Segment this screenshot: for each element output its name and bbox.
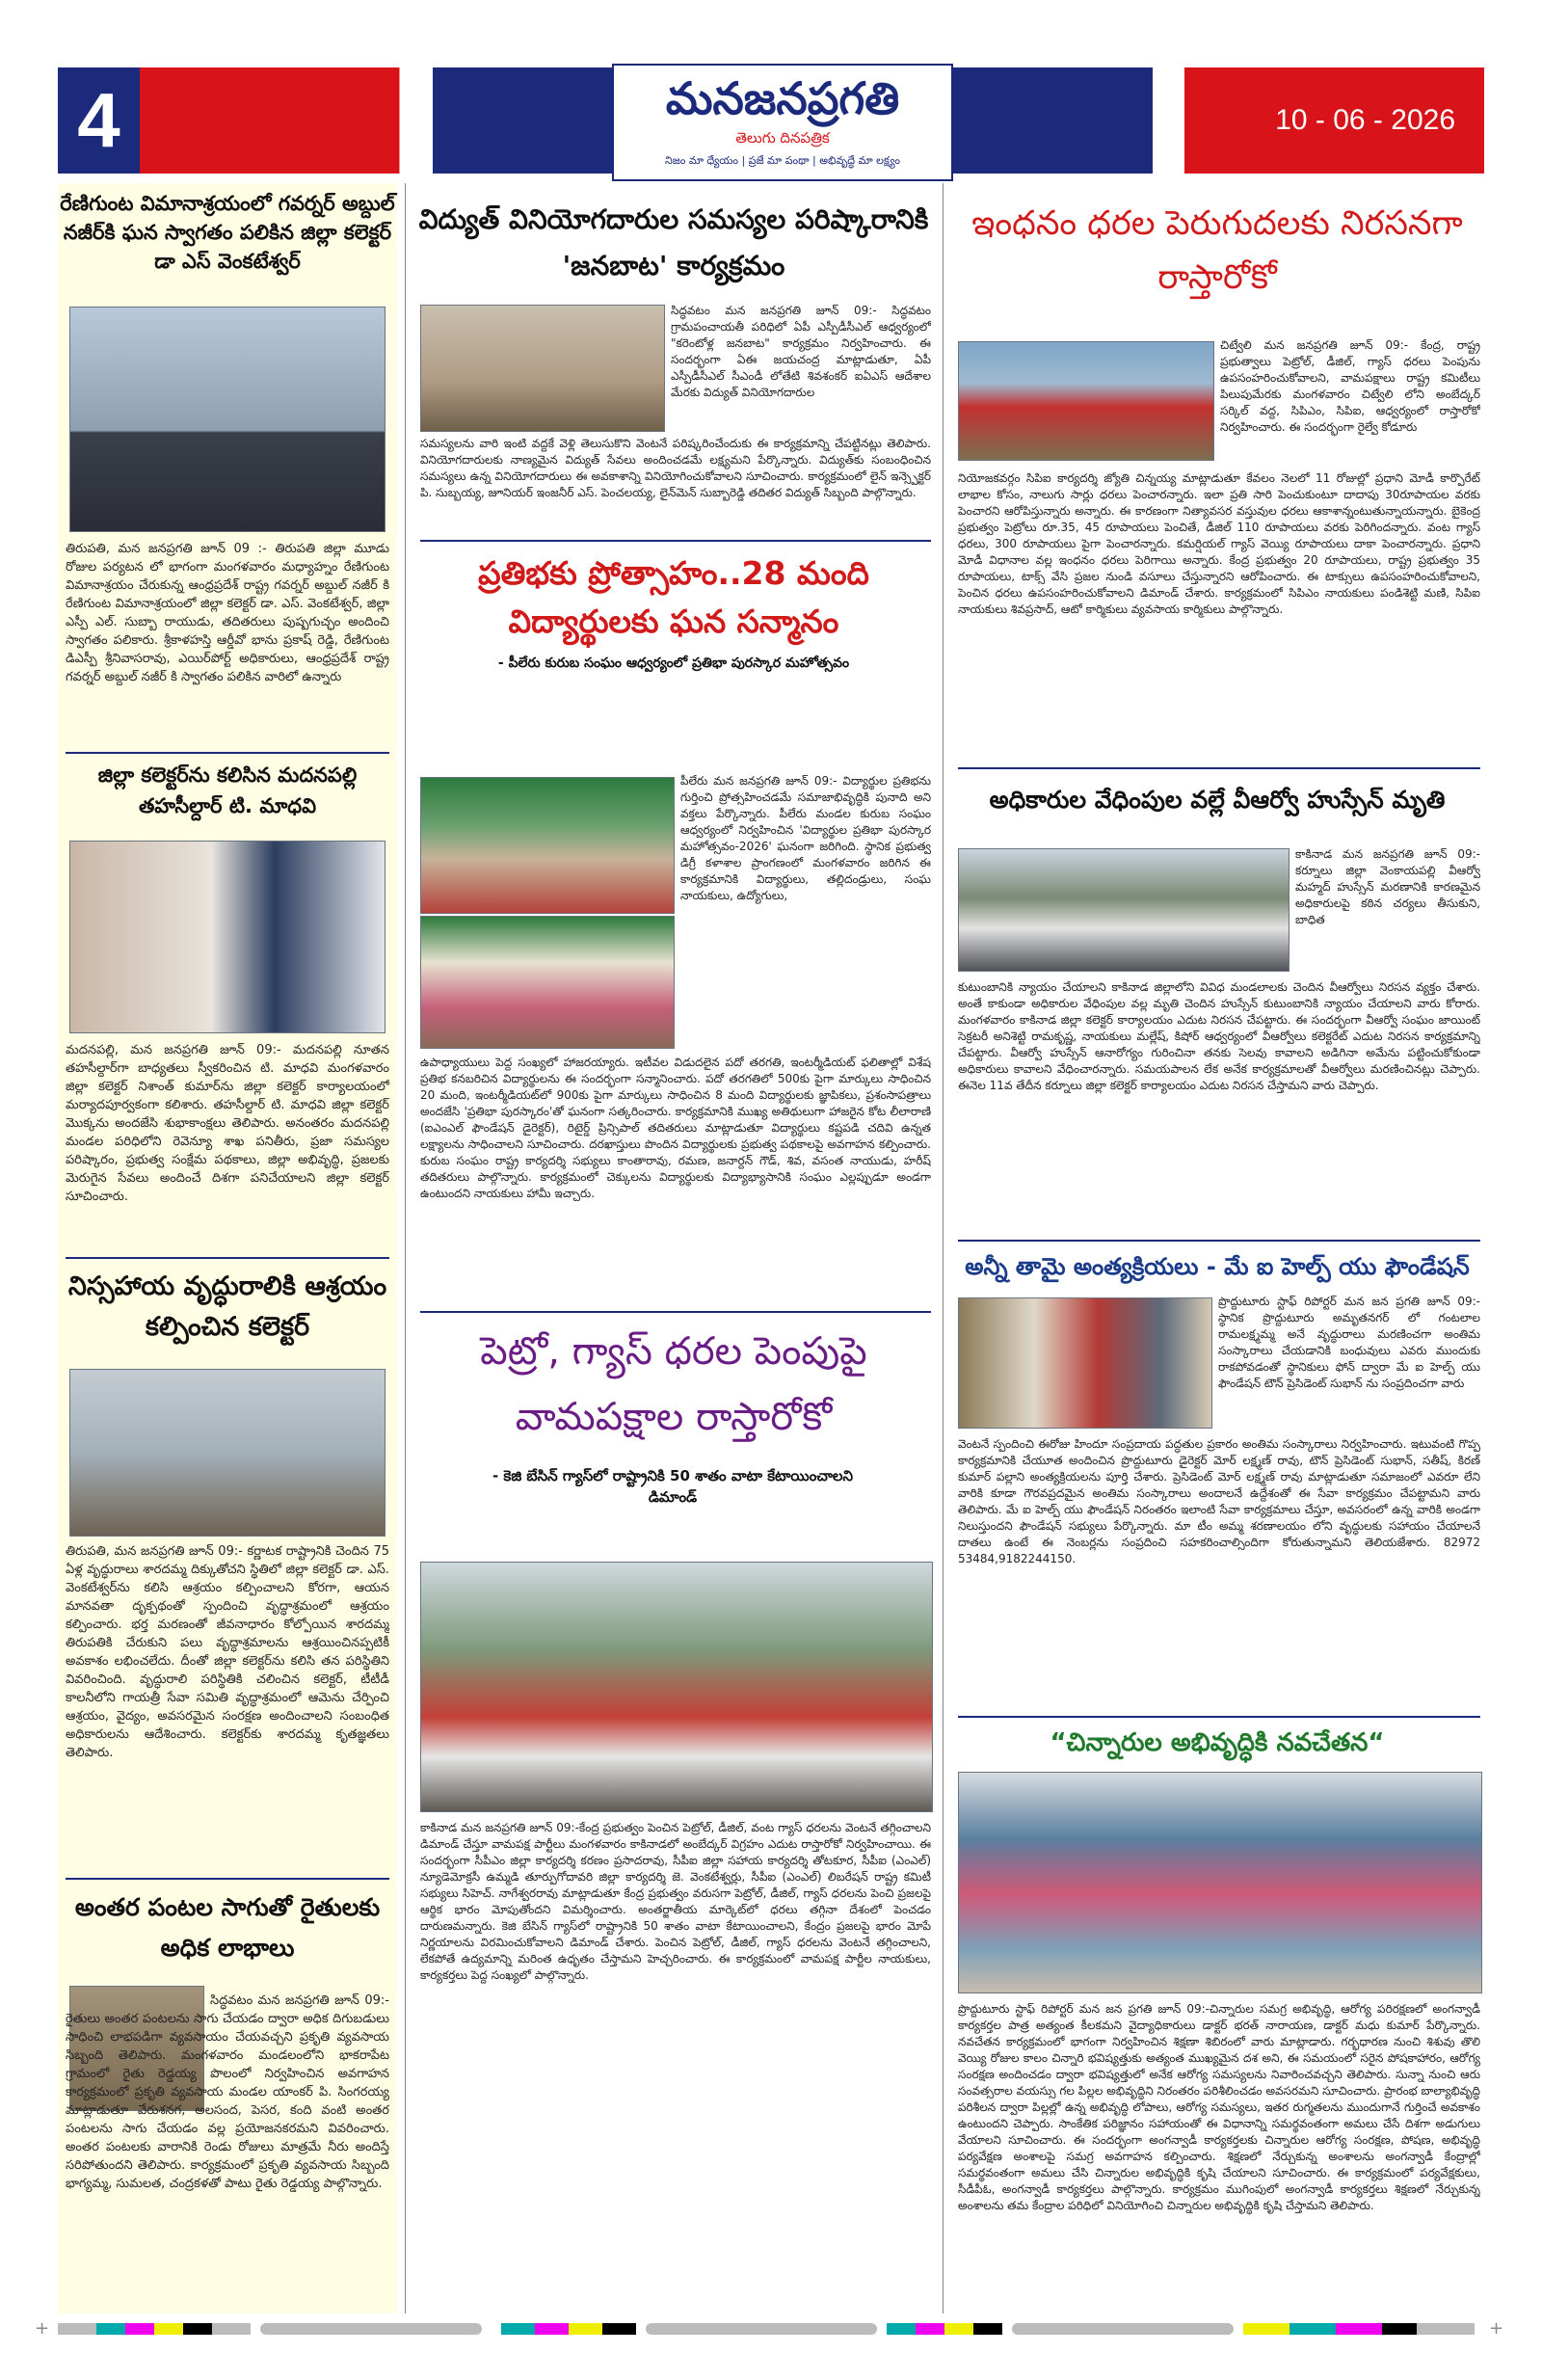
right-story4-photo [958, 1772, 1482, 1993]
left-story1-body: తిరుపతి, మన జనప్రగతి జూన్ 09 :- తిరుపతి జిల్లా మూడు రోజుల పర్యటన లో భాగంగా మంగళవారం మధ్యాహ్నం రేణిగుంట విమానాశ్రయం చేరుకున్న ఆంధ్రప్రదేశ్ రాష్ట్ర గవర్నర్ అబ్దుల్ నజీర్ కి రేణిగుంట విమానాశ్రయంలో జిల్లా కలెక్టర్ డా. ఎస్. వెంకటేశ్వర్, జిల్లా ఎస్పీ ఎల్. సుబ్బా రాయుడు, తదితరులు పుష్పగుచ్ఛం అందించి స్వాగతం పలికారు. శ్రీకాళహస్తి ఆర్డీవో భాను ప్రకాష్ రెడ్డి, రేణిగుంట డిఎస్పీ శ్రీనివాసరావు, ఎయిర్‌పోర్ట్ అధికారులు, ఆంధ్రప్రదేశ్ రాష్ట్ర గవర్నర్ అబ్దుల్ నజీర్ కి స్వాగతం పలికిన వారిలో ఉన్నారు [66, 542, 389, 684]
color-bar-4 [646, 2323, 877, 2335]
middle-story3-subhead: - కెజి బేసిన్ గ్యాస్‌లో రాష్ట్రానికి 50 శాతం వాటా కేటాయించాలని డిమాండ్ [492, 1467, 854, 1506]
right-story1-headline: ఇంధనం ధరల పెరుగుదలకు నిరసనగా రాస్తారోకో [971, 204, 1463, 297]
middle-story2-photo-bottom [420, 916, 675, 1049]
color-bar-3 [501, 2323, 636, 2335]
right-column [950, 183, 1484, 2313]
middle-story1-body-side: సిద్ధవటం మన జనప్రగతి జూన్ 09:- సిద్ధవటం గ్రామపంచాయతీ పరిధిలో ఏపీ ఎస్పీడీసీఎల్ ఆధ్వర్యంలో "కరెంటోళ్ల జనబాట" కార్యక్రమం నిర్వహించారు. ఈ సందర్భంగా ఏఈ జయచంద్ర మాట్లాడుతూ, ఏపీ ఎస్పీడీసీఎల్ సీఎండీ లోతేటి శివశంకర్ ఐఏఎస్ ఆదేశాల మేరకు విద్యుత్ వినియోగదారుల [671, 304, 931, 399]
paper-subtitle: తెలుగు దినపత్రిక [735, 129, 830, 147]
middle-story2-headline: ప్రతిభకు ప్రోత్సాహం..28 మంది విద్యార్థులకు ఘన సన్మానం [478, 554, 869, 640]
middle-story3-photo [420, 1562, 933, 1812]
right-story2-body-side: కాకినాడ మన జనప్రగతి జూన్ 09:-కర్నూలు జిల్లా వెంకాయపల్లి వీఆర్వో మహ్మద్ హుస్సేన్ మరణానికి కారణమైన అధికారులపై కఠిన చర్యలు తీసుకుని, బాధిత [1295, 847, 1480, 926]
divider [66, 752, 389, 754]
left-story1-photo [69, 307, 386, 532]
column-divider [405, 183, 406, 2313]
color-bar-1 [58, 2323, 251, 2335]
left-story3-body: తిరుపతి, మన జనప్రగతి జూన్ 09:- కర్ణాటక రాష్ట్రానికి చెందిన 75 ఏళ్ల వృద్ధురాలు శారదమ్మ దిక్కుతోచని స్థితిలో జిల్లా కలెక్టర్ డా. ఎస్. వెంకటేశ్వర్‌ను కలిసి ఆశ్రయం కల్పించాలని కోరగా, ఆయన మానవతా దృక్పథంతో స్పందించి వృద్ధాశ్రమంలో ఆశ్రయం కల్పించారు. భర్త మరణంతో జీవనాధారం కోల్పోయిన శారదమ్మ తిరుపతికి చేరుకుని పలు వృద్ధాశ్రమాలను ఆశ్రయించినప్పటికీ అవకాశం లభించలేదు. దీంతో జిల్లా కలెక్టర్‌ను కలిసి తన పరిస్థితిని వివరించింది. వృద్ధురాలి పరిస్థితికి చలించిన కలెక్టర్, టీటీడీ కాలనీలోని గాయత్రీ సేవా సమితి వృద్ధాశ్రమంలో ఆమెను చేర్పించి ఆశ్రయం, వైద్యం, అవసరమైన సంరక్షణ అందించాలని సంబంధిత అధికారులను ఆదేశించారు. కలెక్టర్‌కు శారదమ్మ కృతజ్ఞతలు తెలిపారు. [66, 1544, 389, 1760]
divider [958, 1716, 1480, 1718]
divider [420, 540, 931, 542]
right-story1-photo [958, 341, 1214, 461]
registration-mark-left: + [35, 2318, 50, 2339]
right-story4-headline: “చిన్నారుల అభివృద్ధికి నవచేతన“ [1050, 1728, 1385, 1757]
middle-column [412, 183, 935, 2313]
left-story2-body: మదనపల్లి, మన జనప్రగతి జూన్ 09:- మదనపల్లి నూతన తహసీల్దార్‌గా బాధ్యతలు స్వీకరించిన టి. మాధవి మంగళవారం జిల్లా కలెక్టర్ నిశాంత్ కుమార్‌ను జిల్లా కలెక్టర్ కార్యాలయంలో మర్యాదపూర్వకంగా కలిశారు. తహసీల్దార్ టి. మాధవి జిల్లా కలెక్టర్ మొక్కను అందజేసి శుభాకాంక్షలు తెలిపారు. అనంతరం మదనపల్లి మండల పరిధిలోని రెవెన్యూ శాఖ పనితీరు, ప్రజా సమస్యల పరిష్కారం, ప్రభుత్వ సంక్షేమ పథకాలు, జిల్లా అభివృద్ధి, ప్రజలకు మెరుగైన సేవలు అందించే దిశగా పనిచేయాలని జిల్లా కలెక్టర్ సూచించారు. [66, 1043, 389, 1204]
left-story1-headline: రేణిగుంట విమానాశ్రయంలో గవర్నర్ అబ్దుల్ నజీర్‌కి ఘన స్వాగతం పలికిన జిల్లా కలెక్టర్ డా ఎస్ వెంకటేశ్వర్ [60, 192, 395, 273]
column-divider [943, 183, 944, 2313]
left-story2-photo [69, 841, 386, 1033]
newspaper-logo [612, 64, 953, 181]
middle-story2-subhead: - పీలేరు కురుబ సంఘం ఆధ్వర్యంలో ప్రతిభా పురస్కార మహోత్సవం [497, 655, 850, 671]
color-bar-6 [1012, 2323, 1234, 2335]
issue-date: 10 - 06 - 2026 [1275, 104, 1455, 136]
paper-tagline: నిజం మా ధ్యేయం | ప్రజే మా పంథా | అభివృద్ధే మా లక్ష్యం [665, 154, 900, 167]
masthead-band-left [140, 67, 612, 174]
divider [420, 1311, 931, 1313]
right-story3-headline: అన్నీ తామై అంత్యక్రియలు - మే ఐ హెల్ప్ యు ఫౌండేషన్ [965, 1253, 1470, 1280]
left-column [58, 183, 397, 2313]
right-story3-photo [958, 1297, 1212, 1429]
right-story1-body: నియోజకవర్గం సిపిఐ కార్యదర్శి జ్యోతి చిన్నయ్య మాట్లాడుతూ కేవలం నెలలో 11 రోజుల్లో ప్రధాని మోడీ కార్పొరేట్ లాభాల కోసం, నాలుగు సార్లు ధరలు పెంచారన్నారు. ఇలా ప్రతి సారి పెంచుకుంటూ దాదాపు 30రూపాయల వరకు పెంచారని ఆరోపిస్తున్నారు అన్నారు. ఈ కారణంగా నిత్యావసర వస్తువుల ధరలు ఆకాశాన్నంటుతున్నాయన్నారు. బైకెంద్ర ప్రభుత్వం పెట్రోలు రూ.35, 45 రూపాయలు పెంచితే, డీజిల్ 110 రూపాయలు వరకు పెరిగిందన్నారు. వంట గ్యాస్ ధరలు, 300 రూపాయలు పైగా పెంచారన్నారు. కమర్షియల్ గ్యాస్ వెయ్యి రూపాయలు దాకా పెంచారన్నారు. ప్రధాని మోడీ విధానాల వల్ల ఇంధనం ధరలు పెరిగాయి అన్నారు. కేంద్ర ప్రభుత్వం 20 రూపాయలు, రాష్ట్ర ప్రభుత్వం 35 రూపాయలు, టాక్స్ వేసి ప్రజల నుండి వసూలు చేస్తున్నారని ఆరోపించారు. ఈ టాక్సులు ఉపసంహరించుకోవాలని, పెంచిన ధరలు ఉపసంహరించుకోవాలని డిమాండ్ చేశారు. కార్యక్రమంలో సిపిఎం నాయకులు పండిశెట్టి మణి, సిపిఐ నాయకులు శివప్రసాద్, ఆటో కార్మికులు వ్యవసాయ కార్మికులు పాల్గొన్నారు. [958, 471, 1480, 616]
middle-story1-photo [420, 305, 665, 432]
right-story1-body-side: చిట్వేలి మన జనప్రగతి జూన్ 09:- కేంద్ర, రాష్ట్ర ప్రభుత్వాలు పెట్రోల్, డీజిల్, గ్యాస్ ధరలు పెంపును ఉపసంహరించుకోవాలని, వామపక్షాలు రాష్ట్ర కమిటీలు పిలుపుమేరకు మంగళవారం చిట్వేలి లోని అంబేద్కర్ సర్కిల్ వద్ద, సిపిఎం, సిపిఐ, ఆధ్వర్యంలో రాస్తారోకో నిర్వహించారు. ఈ సందర్భంగా రైల్వే కోడూరు [1220, 338, 1480, 434]
middle-story2-body-side: పీలేరు మన జనప్రగతి జూన్ 09:- విద్యార్థుల ప్రతిభను గుర్తించి ప్రోత్సహించడమే సమాజాభివృద్ధికి పునాది అని వక్తలు పేర్కొన్నారు. పీలేరు మండల కురుబ సంఘం ఆధ్వర్యంలో నిర్వహించిన 'విద్యార్థుల ప్రతిభా పురస్కార మహోత్సవం-2026' ఘనంగా జరిగింది. స్థానిక ప్రభుత్వ డిగ్రీ కళాశాల ప్రాంగణంలో మంగళవారం జరిగిన ఈ కార్యక్రమానికి విద్యార్థులు, తల్లిదండ్రులు, సంఘ నాయకులు, ఉద్యోగులు, [680, 774, 931, 902]
divider [958, 1240, 1480, 1242]
middle-story3-body: కాకినాడ మన జనప్రగతి జూన్ 09:-కేంద్ర ప్రభుత్వం పెంచిన పెట్రోల్, డీజిల్, వంట గ్యాస్ ధరలను వెంటనే తగ్గించాలని డిమాండ్ చేస్తూ వామపక్ష పార్టీలు మంగళవారం కాకినాడలో అంబేద్కర్ విగ్రహం ఎదుట రాస్తారోకో నిర్వహించాయి. ఈ సందర్భంగా సీపీఎం జిల్లా కార్యదర్శి కరణం ప్రసాదరావు, సీపీఐ జిల్లా సహాయ కార్యదర్శి తోటకూర, సీపీఐ (ఎంఎల్) న్యూడెమోక్రసీ ఉమ్మడి తూర్పుగోదావరి జిల్లా కార్యదర్శి జె. వెంకటేశ్వర్లు, సీపీఐ (ఎంఎల్) లిబరేషన్ రాష్ట్ర కమిటీ సభ్యులు సిహెచ్. నాగేశ్వరరావు మాట్లాడుతూ కేంద్ర ప్రభుత్వం వరుసగా పెట్రోల్, డీజిల్, గ్యాస్ ధరలను పెంచి ప్రజలపై ఆర్థిక భారం మోపుతోందని విమర్శించారు. అంతర్జాతీయ మార్కెట్‌లో ధరలు తగ్గినా దేశంలో పెంచడం దారుణమన్నారు. కెజి బేసిన్ గ్యాస్‌లో రాష్ట్రానికి 50 శాతం వాటా కేటాయించాలని, కేంద్రం ప్రజలపై భారం మోపే నిర్ణయాలను విరమించుకోవాలని డిమాండ్ చేశారు. పెంచిన పెట్రోల్, డీజిల్, గ్యాస్ ధరలను వెంటనే తగ్గించాలని, లేకపోతే ఉద్యమాన్ని మరింత ఉధృతం చేస్తామని హెచ్చరించారు. ఈ కార్యక్రమంలో వామపక్ష పార్టీల నాయకులు, కార్యకర్తలు పెద్ద సంఖ్యలో పాల్గొన్నారు. [420, 1821, 931, 1982]
middle-story1-body: సమస్యలను వారి ఇంటి వద్దకే వెళ్లి తెలుసుకొని వెంటనే పరిష్కరించేందుకు ఈ కార్యక్రమాన్ని చేపట్టినట్లు తెలిపారు. వినియోగదారులకు నాణ్యమైన విద్యుత్ సేవలు అందించడమే లక్ష్యమని పేర్కొన్నారు. విద్యుత్‌కు సంబంధించిన సమస్యలు ఉన్న వినియోగదారులు ఈ అవకాశాన్ని వినియోగించుకోవాలని సూచించారు. కార్యక్రమంలో లైన్ ఇన్స్పెక్టర్ పి. సుబ్బయ్య, జూనియర్ ఇంజనీర్ ఎస్. పెంచలయ్య, లైన్‌మెన్ సుబ్బారెడ్డి తదితర విద్యుత్ సిబ్బంది పాల్గొన్నారు. [420, 437, 931, 499]
left-story2-headline: జిల్లా కలెక్టర్‌ను కలిసిన మదనపల్లి తహసీల్దార్ టి. మాధవి [97, 763, 358, 817]
left-story3-photo [69, 1369, 386, 1537]
color-bar-2 [260, 2323, 482, 2335]
color-bar-5 [887, 2323, 1002, 2335]
registration-mark-right: + [1489, 2318, 1504, 2339]
middle-story1-headline: విద్యుత్ వినియోగదారుల సమస్యల పరిష్కారానికి 'జనబాట' కార్యక్రమం [418, 203, 929, 281]
page-number: 4 [58, 67, 140, 174]
left-story3-headline: నిస్సహాయ వృద్ధురాలికి ఆశ్రయం కల్పించిన కలెక్టర్ [67, 1271, 387, 1342]
left-story4-body: సిద్ధవటం మన జనప్రగతి జూన్ 09:-రైతులు అంతర పంటలను సాగు చేయడం ద్వారా అధిక దిగుబడులు సాధించి లాభపడిగా వ్యవసాయం చేయవచ్చని ప్రకృతి వ్యవసాయ సిబ్బంది తెలిపారు. మంగళవారం మండలంలోని భాకరాపేట గ్రామంలో రైతు రెడ్డయ్య పొలంలో నిర్వహించిన అవగాహన కార్యక్రమంలో ప్రకృతి వ్యవసాయ మండల యాంకర్ పి. సింగరయ్య మాట్లాడుతూ వేరుశనగ, అలసంద, పెసర, కంది వంటి అంతర పంటలను సాగు చేయడం వల్ల ప్రయోజనకరమని వివరించారు. అంతర పంటలకు వారానికి రెండు రోజులు మాత్రమే నీరు అందిస్తే సరిపోతుందని తెలిపారు. కార్యక్రమంలో ప్రకృతి వ్యవసాయ సిబ్బంది భాగ్యమ్మ, సుమలత, చంద్రకళతో పాటు రైతు రెడ్డయ్య పాల్గొన్నారు. [66, 1993, 389, 2191]
middle-story2-body: ఉపాధ్యాయులు పెద్ద సంఖ్యలో హాజరయ్యారు. ఇటీవల విడుదలైన పదో తరగతి, ఇంటర్మీడియట్ ఫలితాల్లో విశేష ప్రతిభ కనబరిచిన విద్యార్థులను ఈ సందర్భంగా సన్మానించారు. పదో తరగతిలో 500కు పైగా మార్కులు సాధించిన 20 మంది, ఇంటర్మీడియట్‌లో 900కు పైగా మార్కులు సాధించిన 8 మంది విద్యార్థులకు జ్ఞాపికలు, ప్రశంసాపత్రాలు అందజేసి 'ప్రతిభా పురస్కారం'తో ఘనంగా సత్కరించారు. కార్యక్రమానికి ముఖ్య అతిథులుగా హాజరైన కోట లీలారాణి (ఐఎంఎల్ ఫౌండేషన్ డైరెక్టర్), రిటైర్డ్ ప్రిన్సిపాల్ తదితరులు మాట్లాడుతూ విద్యార్థులు కష్టపడి చదివి ఉన్నత లక్ష్యాలను సాధించాలని సూచించారు. దరఖాస్తులు పొందిన విద్యార్థులకు ప్రభుత్వ పథకాలపై అవగాహన కల్పించారు. కురుబ సంఘం రాష్ట్ర కార్యదర్శి సభ్యులు కాంతారావు, రమణ, జనార్దన్ గౌడ్, శివ, వసంత నాయుడు, హరీష్ తదితరులు పాల్గొన్నారు. కార్యక్రమంలో చెక్కులను విద్యార్థులకు విద్యాభ్యాసానికి సంఘం ఎల్లప్పుడూ అండగా ఉంటుందని నాయకులు హామీ ఇచ్చారు. [420, 1056, 931, 1200]
right-story4-body: ప్రొద్దుటూరు స్టాఫ్ రిపోర్టర్ మన జన ప్రగతి జూన్ 09:-చిన్నారుల సమగ్ర అభివృద్ధి, ఆరోగ్య పరిరక్షణలో అంగన్వాడీ కార్యకర్తల పాత్ర అత్యంత కీలకమని వైద్యాధికారులు డాక్టర్ భరత్ నారాయణ, డాక్టర్ మధు కుమార్ పేర్కొన్నారు. నవచేతన కార్యక్రమంలో భాగంగా నిర్వహించిన శిక్షణా శిబిరంలో వారు మాట్లాడారు. గర్భధారణ నుంచి శిశువు తొలి వెయ్యి రోజుల కాలం చిన్నారి భవిష్యత్తుకు అత్యంత ముఖ్యమైన దశ అని, ఈ సమయంలో సరైన పోషకాహారం, ఆరోగ్య సంరక్షణ అందించడం ద్వారా భవిష్యత్తులో అనేక ఆరోగ్య సమస్యలను నివారించవచ్చని తెలిపారు. సున్నా నుంచి ఆరు సంవత్సరాల వయస్సు గల పిల్లల అభివృద్ధిని నిరంతరం పరిశీలించడం అవసరమని సూచించారు. ప్రారంభ బాల్యాభివృద్ధి పరిశీలన ద్వారా పిల్లల్లో ఉన్న అభివృద్ధి లోపాలు, ఆరోగ్య సమస్యలు, ఇతర రుగ్మతలను ముందుగానే గుర్తించే అవకాశం ఉంటుందని చెప్పారు. సాంకేతిక పరిజ్ఞానం సహాయంతో ఈ విధానాన్ని సమర్థవంతంగా అమలు చేసే దిశగా అడుగులు వేయాలని సూచించారు. ఈ సందర్భంగా అంగన్వాడీ కార్యకర్తలకు చిన్నారుల ఆరోగ్య సంరక్షణ, పోషణ, అభివృద్ధి పర్యవేక్షణ అంశాలపై సమగ్ర అవగాహన కల్పించారు. శిక్షణలో నేర్చుకున్న అంశాలను అంగన్వాడీ కేంద్రాల్లో సమర్థవంతంగా అమలు చేసి చిన్నారుల అభివృద్ధికి కృషి చేయాలని సూచించారు. ఈ కార్యక్రమంలో పర్యవేక్షకులు, సీడీపీఓ, అంగన్వాడీ కార్యకర్తలు పాల్గొన్నారు. కార్యక్రమం ముగింపులో అంగన్వాడీ కార్యకర్తలు శిక్షణలో నేర్చుకున్న అంశాలను తమ కేంద్రాల పరిధిలో వినియోగించి చిన్నారుల అభివృద్ధికి కృషి చేస్తామని తెలిపారు. [958, 2002, 1480, 2212]
right-story3-body-side: ప్రొద్దుటూరు స్టాఫ్ రిపోర్టర్ మన జన ప్రగతి జూన్ 09:- స్థానిక ప్రొద్దుటూరు అమృతనగర్ లో గంటలాల రామలక్ష్మమ్మ అనే వృద్ధురాలు మరణించగా అంతిమ సంస్కారాలు చేయడానికి బంధువులు ఎవరు ముందుకు రాకపోవడంతో స్థానికులు ఫోన్ ద్వారా మే ఐ హెల్ప్ యు ఫౌండేషన్ టౌన్ ప్రెసిడెంట్ సుభాన్‌ ను సంప్రదించగా వారు [1218, 1295, 1480, 1390]
middle-story2-photo-top [420, 777, 675, 914]
color-bar-7 [1243, 2323, 1475, 2335]
divider [958, 767, 1480, 769]
middle-story3-headline: పెట్రో, గ్యాస్ ధరల పెంపుపై వామపక్షాల రాస్తారోకో [480, 1329, 867, 1439]
right-story2-headline: అధికారుల వేధింపుల వల్లే వీఆర్వో హుస్సేన్ మృతి [989, 786, 1446, 814]
right-story3-body: వెంటనే స్పందించి ఈరోజు హిందూ సంప్రదాయ పద్ధతుల ప్రకారం అంతిమ సంస్కారాలు నిర్వహించారు. ఇటువంటి గొప్ప కార్యక్రమానికి చేయూత అందించిన ప్రొద్దుటూరు డైరెక్టర్ మోర్ లక్ష్మణ్ రావు, టౌన్ ప్రెసిడెంట్ సుభాన్, సతీష్, కిరణ్ కుమార్ పల్లాని అంత్యక్రియలను పూర్తి చేశారు. ప్రెసిడెంట్ మోర్ లక్ష్మణ్ రావు మాట్లాడుతూ సమాజంలో ఎవరూ లేని వారికి కూడా గౌరవప్రదమైన అంతిమ సంస్కారాలు అందాలనే ఉద్దేశంతో ఈ సేవా కార్యక్రమం చేపట్టామని వారు తెలిపారు. మే ఐ హెల్ప్ యు ఫౌండేషన్ నిరంతరం ఇలాంటి సేవా కార్యక్రమాలు చేస్తూ, అవసరంలో ఉన్న వారికి అండగా నిలుస్తుందని ఫౌండేషన్ సభ్యులు పేర్కొన్నారు. మా టీం అమ్మ శరణాలయం లోని వృద్ధులకు సహాయం చేయాలనే దాతలు ఉంటే ఈ నెంబర్లను సంప్రదించి సహకరించాల్సిందిగా కోరుతున్నామని తెలియజేశారు. 82972 53484,9182244150. [958, 1437, 1480, 1565]
divider [66, 1257, 389, 1259]
paper-name: మనజనప్రగతి [665, 72, 900, 124]
right-story2-photo [958, 848, 1289, 972]
left-story4-headline: అంతర పంటల సాగుతో రైతులకు అధిక లాభాలు [74, 1893, 381, 1962]
divider [66, 1878, 389, 1880]
right-story2-body: కుటుంబానికి న్యాయం చేయాలని కాకినాడ జిల్లాలోని వివిధ మండలాలకు చెందిన వీఆర్వోలు నిరసన వ్యక్తం చేశారు. అంతే కాకుండా అధికారుల వేధింపుల వల్ల మృతి చెందిన హుస్సేన్ కుటుంబానికి న్యాయం చేయాలని వారు కోరారు. మంగళవారం కాకినాడ జిల్లా కలెక్టర్ కార్యాలయం ఎదుట నిరసన చేపట్టారు. ఈ సందర్భంగా వీఆర్వో సంఘం జాయింట్ సెక్రటరీ అనిశెట్టి రామకృష్ణ, నాయకులు మల్లేష్, కిషోర్ ఆధ్వర్యంలో వీఆర్వోలు కలెక్టరేట్ ఎదుట నిరసన కార్యక్రమాన్ని చేపట్టారు. వీఆర్వో హుస్సేన్ ఆనారోగ్యం గురించినా తనకు సెలవు కావాలని అడిగినా అమేను పట్టించుకోకుండా అధికారులు కావాలని వేధించారన్నారు. సమయపాలన లేక అనేక కార్యక్రమాలతో వీఆర్వోలు మరణించినట్లు చెప్పారు. ఈనెల 11వ తేదీన కర్నూలు జిల్లా కలెక్టర్ కార్యాలయం ఎదుట నిరసన చేస్తామని వారు చెప్పారు. [958, 980, 1480, 1092]
